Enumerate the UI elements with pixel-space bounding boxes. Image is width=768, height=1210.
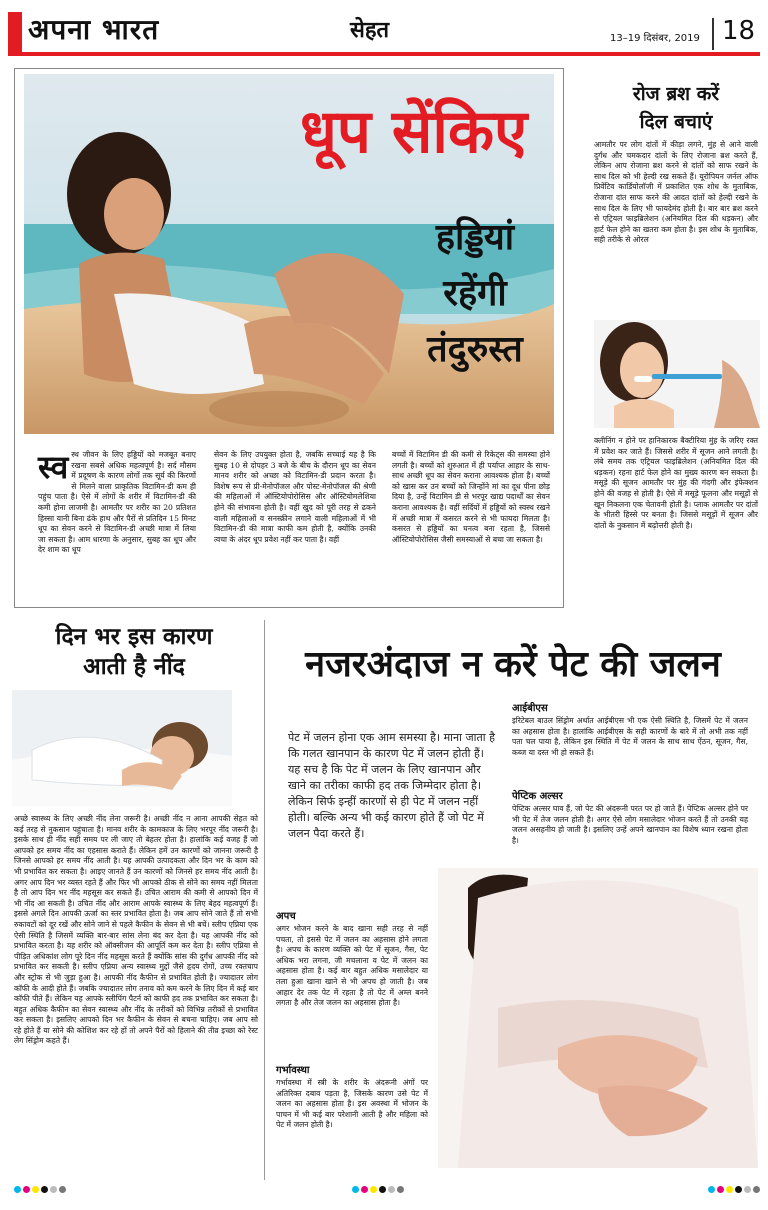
header-divider (712, 18, 714, 50)
cyan-dot (14, 1186, 21, 1193)
column-divider (264, 620, 265, 1180)
toothbrush-photo (594, 320, 760, 428)
sleeping-man-photo (12, 690, 232, 806)
cyan-dot (708, 1186, 715, 1193)
feature-col1-text: स्थ जीवन के लिए हड्डियों को मजबूत बनाए रखना सबसे अधिक महत्वपूर्ण है। सर्द मौसम में प्रदूषण के कारण लोगों तक सूर्य की किरणों से मिलने वाला प्राकृतिक विटामिन-डी कम ही पहुंच पाता है। ऐसे में लोगों के शरीर में विटामिन-डी की कमी होना लाजमी है। आमतौर पर शरीर का 20 प्रतिशत हिस्सा यानी बिना ढंके हाथ और पैरों से प्रतिदिन 15 मिनट धूप का सेवन करने से विटामिन-डी अच्छी मात्रा में लिया जा सकता है। आम धारणा के अनुसार, सुबह का धूप और देर शाम का धूप (38, 450, 196, 555)
sleep-article-body: अच्छे स्वास्थ्य के लिए अच्छी नींद लेना जरूरी है। अच्छी नींद न आना आपकी सेहत को कई तरह से नुकसान पहुंचाता है। मानव शरीर के कामकाज के लिए भरपूर नींद जरूरी है। इसके साथ ही नींद सही समय पर ली जाए तो बेहतर होता है। हालांकि कई वजह हैं जो आपको हर समय नींद का एहसास कराते हैं। लेकिन हमें उन कारणों को जानना जरूरी है जिनसे आपको हर समय नींद आती है। यह आपकी उत्पादकता और दिन भर के काम को भी प्रभावित कर सकता है। आइए जानते हैं उन कारणों को जिनसे हर समय नींद आती है। अगर आप दिन भर व्यस्त रहते हैं और फिर भी आपको ठीक से सोने का समय नहीं मिलता है तो आप दिन भर नींद महसूस कर सकते हैं। उचित आराम की कमी से आपको दिन में भी नींद आ सकती है। उचित नींद और आराम आपके स्वास्थ्य के लिए बेहद महत्वपूर्ण हैं। इससे अगले दिन आपकी ऊर्जा का स्तर प्रभावित होता है। जब आप सोने जाते हैं तो सभी रुकावटों को दूर रखें और सोने जाने से पहले कैफीन के सेवन से भी बचें। स्लीप एप्निया एक ऐसी स्थिति है जिसमें व्यक्ति बार-बार सांस लेना बंद कर देता है। यह आपकी नींद को प्रभावित करता है। यह शरीर को ऑक्सीजन की आपूर्ति कम कर देता है। स्लीप एप्निया से पीड़ित अधिकांश लोग पूरे दिन नींद महसूस करते हैं क्योंकि सांस की दुर्गंध आपकी नींद को प्रभावित कर सकती है। स्लीप एप्निया अन्य स्वास्थ्य मुद्दों जैसे हृदय रोगों, उच्च रक्तचाप और स्ट्रोक से भी जुड़ा हुआ है। आपकी नींद कैफीन से प्रभावित होती है। ज्यादातर लोग कॉफी के आदी होते हैं। जबकि ज्यादातर लोग तनाव को कम करने के लिए दिन में कई बार कॉफी पीते हैं। लेकिन यह आपके स्लीपिंग पैटर्न को काफी हद तक प्रभावित कर सकता है। बहुत अधिक कैफीन का सेवन स्वास्थ्य और नींद के तरीकों को विभिन्न तरीकों से प्रभावित कर सकता है। इसलिए आपको दिन भर कैफीन के सेवन से बचना चाहिए। जब आप सो रहे होते हैं या सोने की कोशिश कर रहे हों तो अपने पैरों को हिलाने की तीव्र इच्छा को रेस्ट लेग सिंड्रोम कहते हैं। (14, 814, 258, 1046)
paper-name: अपना भारत (28, 13, 160, 46)
magenta-dot (361, 1186, 368, 1193)
header-rule (8, 52, 760, 56)
sidebar-title-line-2: दिल बचाएं (639, 111, 713, 133)
pregnancy-body: गर्भावस्था में स्त्री के शरीर के अंदरूनी अंगों पर अतिरिक्त दबाव पड़ता है, जिसके कारण उसे पेट में जलन का अहसास होता है। इस अवस्था में भोजन के पाचन में भी कई बार परेशानी आती है और महिला को पेट में जलन होती है। (276, 1078, 428, 1130)
cyan-dot (352, 1186, 359, 1193)
sleep-article-title (10, 622, 258, 682)
ibs-subheading: आईबीएस (512, 703, 548, 714)
yellow-dot (370, 1186, 377, 1193)
color-registration-marks-right (708, 1186, 760, 1193)
ibs-body: इरिटेबल बाउल सिंड्रोम अर्थात आईबीएस भी एक ऐसी स्थिति है, जिसमें पेट में जलन का अहसास होता है। हालांकि आईबीएस के सही कारणों के बारे में तो अभी तक नहीं पता चल पाया है, लेकिन इस स्थिति में पेट में जलन के साथ साथ ऐंठन, सूजन, गैस, कब्ज या दस्त भी हो सकते हैं। (512, 716, 748, 757)
black-dot (735, 1186, 742, 1193)
color-registration-marks-center (352, 1186, 404, 1193)
magenta-dot (23, 1186, 30, 1193)
feature-column-1 (38, 450, 196, 556)
dark-grey-dot (59, 1186, 66, 1193)
section-title: सेहत (350, 18, 390, 43)
stomach-pain-photo (438, 868, 758, 1168)
indigestion-subheading: अपच (276, 911, 296, 922)
masthead-red-bar (8, 12, 22, 52)
feature-subtitle: हड्डियां रहेंगी तंदुरुस्त (427, 217, 523, 370)
pregnancy-subheading: गर्भावस्था (276, 1065, 310, 1076)
grey-dot (744, 1186, 751, 1193)
yellow-dot (726, 1186, 733, 1193)
black-dot (41, 1186, 48, 1193)
sidebar-title-line-1: रोज ब्रश करें (632, 83, 720, 105)
dark-grey-dot (753, 1186, 760, 1193)
sleep-title-line-1: दिन भर इस कारण (55, 624, 213, 650)
sidebar-body-1: आमतौर पर लोग दांतों में कीड़ा लगने, मुंह से आने वाली दुर्गंध और चमकदार दांतों के लिए रोजाना ब्रश करते हैं, लेकिन आप रोजाना ब्रश करने से दांतों को साफ रखने के साथ दिल को भी हेल्दी रख सकते हैं। यूरोपियन जर्नल ऑफ प्रिवेंटिव कार्डियोलॉजी में प्रकाशित एक शोध के मुताबिक, रोजाना दांत साफ करने की आदत दांतों को हेल्दी रखने के साथ दिल के लिए भी फायदेमंद होती है। बार बार ब्रश करने से एट्रियल फाइब्रिलेशन (अनियमित दिल की धड़कन) और हार्ट फेल होने का खतरा कम होता है। इस शोध के मुताबिक, सही तरीके से ओरल (594, 140, 758, 245)
grey-dot (388, 1186, 395, 1193)
issue-date: 13–19 दिसंबर, 2019 (610, 33, 700, 44)
feature-column-2: सेवन के लिए उपयुक्त होता है, जबकि सच्चाई यह है कि सुबह 10 से दोपहर 3 बजे के बीच के दौरान धूप का सेवन मानव शरीर को अच्छा को विटामिन-डी प्रदान करता है। विशेष रूप से प्री-मेनोपॉजल और पोस्ट-मेनोपॉजल की श्रेणी की महिलाओं में ऑस्टियोपोरोसिस और ऑस्टियोमलेशिया होने की संभावना होती है। वहीं खुद को पूरी तरह से ढकने वाली महिलाओं व सनस्क्रीन लगाने वाली महिलाओं में भी विटामिन-डी की मात्रा काफी कम होती है, क्योंकि उनकी त्वचा के अंदर धूप प्रवेश नहीं कर पाता है। वहीं (214, 450, 376, 544)
acidity-intro: पेट में जलन होना एक आम समस्या है। माना जाता है कि गलत खानपान के कारण पेट में जलन होती हैं। यह सच है कि पेट में जलन के लिए खानपान और खाने का तरीका काफी हद तक जिम्मेदार होता है। लेकिन सिर्फ इन्हीं कारणों से ही पेट में जलन नहीं होती। बल्कि अन्य भी कई कारण होते हैं जो पेट में जलन पैदा करते हैं। (288, 731, 495, 840)
sidebar-body-2: क्लीनिंग न होने पर हानिकारक बैक्टीरिया मुंह के जरिए रक्त में प्रवेश कर जाते हैं। जिससे शरीर में सूजन आने लगती है। लंबे समय तक एट्रियल फाइब्रिलेशन (अनियमित दिल की धड़कन) रहना हार्ट फेल होने का मुख्य कारण बन सकता है। मसूड़े की सूजन आमतौर पर मुंह की गंदगी और इंफेक्शन होने की वजह से होती है। ऐसे में मसूड़े फूलना और मसूड़ों से खून निकलना एक चेतावनी होती है। प्लाक आमतौर पर दांतों के भीतरी हिस्से पर बनता है। जिससे मसूड़ों में सूजन और दांतों के नुकसान में बढ़ोत्तरी होती है। (594, 436, 758, 530)
feature-column-3: बच्चों में विटामिन डी की कमी से रिकेट्स की समस्या होने लगती है। बच्चों को शुरुआत में ही पर्याप्त आहार के साथ-साथ अच्छी धूप का सेवन कराना आवश्यक होता है। बच्चों को खास कर उन बच्चों को जिन्होंने मां का दूध पीना छोड़ दिया है, उन्हें विटामिन डी से भरपूर खाद्य पदार्थों का सेवन कराना आवश्यक है। वहीं सर्दियों में हड्डियों को स्वस्थ रखने में अच्छी मात्रा में कसरत करने से भी फायदा मिलता है। कसरत से हड्डियों का घनत्व बना रहता है, जिससे ऑस्टियोपोरोसिस जैसी समस्याओं से बचा जा सकता है। (392, 450, 550, 544)
sleep-title-line-2: आती है नींद (83, 654, 185, 680)
grey-dot (50, 1186, 57, 1193)
black-dot (379, 1186, 386, 1193)
ulcer-body: पेप्टिक अल्सर घाव हैं, जो पेट की अंदरूनी परत पर हो जाते हैं। पेप्टिक अल्सर होने पर भी पेट में तेज जलन होती है। अगर ऐसे लोग मसालेदार भोजन करते हैं तो उनकी यह जलन असहनीय हो जाती है। इसलिए उन्हें अपने खानपान का विशेष ध्यान रखना होता है। (512, 804, 748, 845)
indigestion-body: अगर भोजन करने के बाद खाना सही तरह से नहीं पचता, तो इससे पेट में जलन का अहसास होने लगता है। अपच के कारण व्यक्ति को पेट में सूजन, गैस, पेट अधिक भरा लगना, जी मचलाना व पेट में जलन का अहसास होता है। कई बार बहुत अधिक मसालेदार या तला हुआ खाना खाने से भी अपच हो जाती है। जब आहार देर तक पेट में रहता है तो पेट में अम्ल बनने लगता है और तेज जलन का अहसास होता है। (276, 924, 428, 1008)
ulcer-subheading: पेप्टिक अल्सर (512, 791, 563, 802)
yellow-dot (32, 1186, 39, 1193)
magenta-dot (717, 1186, 724, 1193)
dark-grey-dot (397, 1186, 404, 1193)
sidebar-title (592, 80, 760, 136)
color-registration-marks-left (14, 1186, 66, 1193)
feature-dropcap: स्व (38, 448, 69, 486)
feature-title: धूप सेंकिए (300, 97, 528, 167)
page-number: 18 (722, 16, 756, 46)
acidity-article-title: नजरअंदाज न करें पेट की जलन (305, 644, 721, 685)
